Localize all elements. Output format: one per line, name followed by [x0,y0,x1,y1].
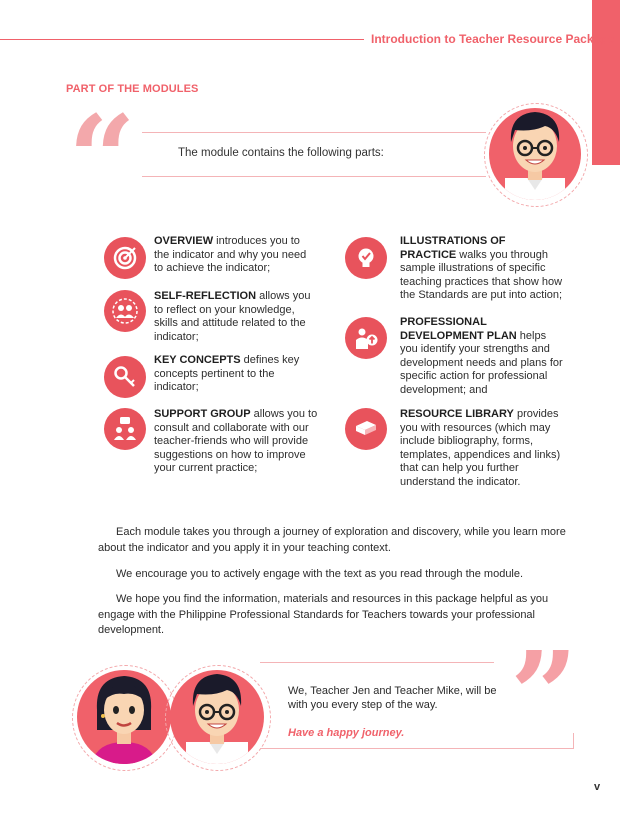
book-icon [345,408,387,450]
header-title: Introduction to Teacher Resource Package [371,32,615,46]
paragraph-journey: Each module takes you through a journey of exploration and discovery, while you learn more about the indicator and you apply it in your teaching context. [98,526,566,554]
self-reflection-icon [104,290,146,332]
close-quote-icon: ” [510,625,578,764]
lightbulb-icon [345,237,387,279]
teacher-jen-avatar [77,670,171,764]
teacher-mike-avatar [489,108,581,200]
growth-person-icon [345,317,387,359]
intro-rule-bottom [142,176,486,177]
header-rule [0,39,364,40]
section-title: PART OF THE MODULES [66,83,199,95]
intro-rule-top [142,132,486,133]
intro-text: The module contains the following parts: [178,147,384,159]
closing-emphasis: Have a happy journey. [288,727,405,739]
list-item-professional-development-plan: PROFESSIONAL DEVELOPMENT PLAN helps you identify your strengths and development needs and plans for specific action for professional development; and [400,316,563,396]
key-icon [104,356,146,398]
closing-text: We, Teacher Jen and Teacher Mike, will be with you every step of the way. [288,685,497,711]
header-accent-bar [592,0,620,165]
teacher-mike-avatar [170,670,264,764]
list-item-resource-library: RESOURCE LIBRARY provides you with resources (which may include bibliography, forms, templates, appendices and links) that can help you further understand the indicator. [400,408,561,488]
closing-rule-top [260,662,494,663]
list-item-illustrations-of-practice: ILLUSTRATIONS OF PRACTICE walks you through sample illustrations of specific teaching practices that show how the Standards are put into action; [400,235,563,302]
support-group-icon [104,408,146,450]
page-number: v [594,781,601,793]
target-icon [104,237,146,279]
list-item-self-reflection: SELF-REFLECTION allows you to reflect on your knowledge, skills and attitude related to the indicator; [154,290,311,343]
list-item-overview: OVERVIEW introduces you to the indicator and why you need to achieve the indicator; [154,235,307,275]
open-quote-icon: “ [68,89,136,228]
paragraph-hope: We hope you find the information, materials and resources in this package helpful as you engage with the Philippine Professional Standards for Teachers towards your professional development. [98,593,549,636]
paragraph-engage: We encourage you to actively engage with the text as you read through the module. [116,568,524,580]
list-item-key-concepts: KEY CONCEPTS defines key concepts pertinent to the indicator; [154,354,300,394]
list-item-support-group: SUPPORT GROUP allows you to consult and collaborate with our teacher-friends who will provide suggestions on how to improve your current practice; [154,408,318,475]
